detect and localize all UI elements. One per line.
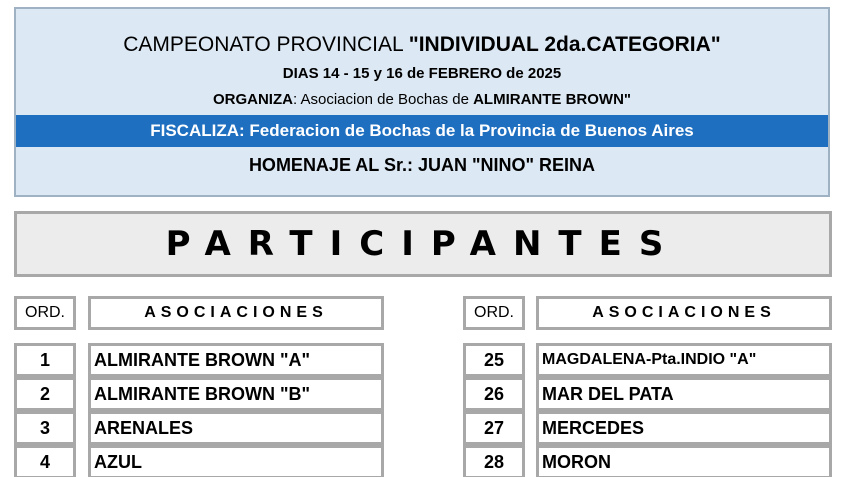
title-prefix: CAMPEONATO PROVINCIAL [123,33,409,56]
homenaje-line: HOMENAJE AL Sr.: JUAN "NINO" REINA [248,155,596,175]
association-name: MERCEDES [536,411,832,445]
association-name: ARENALES [88,411,384,445]
participants-title: PARTICIPANTES [14,211,832,277]
fiscaliza-banner: FISCALIZA: Federacion de Bochas de la Provincia de Buenos Aires [16,115,828,147]
event-dates: DIAS 14 - 15 y 16 de FEBRERO de 2025 [282,65,562,82]
row-number: 2 [14,377,76,411]
association-name: AZUL [88,445,384,477]
association-name: MORON [536,445,832,477]
row-number: 25 [463,343,525,377]
organiza-club: ALMIRANTE BROWN" [473,91,632,108]
row-number: 28 [463,445,525,477]
row-number: 1 [14,343,76,377]
row-number: 3 [14,411,76,445]
event-title [16,33,828,57]
ord-header-left: ORD. [14,296,76,330]
organizer-line [16,91,828,108]
association-name: ALMIRANTE BROWN "B" [88,377,384,411]
organiza-text: : Asociacion de Bochas de [292,91,474,108]
asociaciones-header-left: ASOCIACIONES [88,296,384,330]
organiza-label: ORGANIZA [212,91,293,108]
association-name: MAR DEL PATA [536,377,832,411]
event-header [14,7,830,197]
association-name: ALMIRANTE BROWN "A" [88,343,384,377]
title-category: "INDIVIDUAL 2da.CATEGORIA" [408,33,721,56]
row-number: 26 [463,377,525,411]
asociaciones-header-right: ASOCIACIONES [536,296,832,330]
ord-header-right: ORD. [463,296,525,330]
association-name: MAGDALENA-Pta.INDIO "A" [536,343,832,377]
row-number: 4 [14,445,76,477]
row-number: 27 [463,411,525,445]
